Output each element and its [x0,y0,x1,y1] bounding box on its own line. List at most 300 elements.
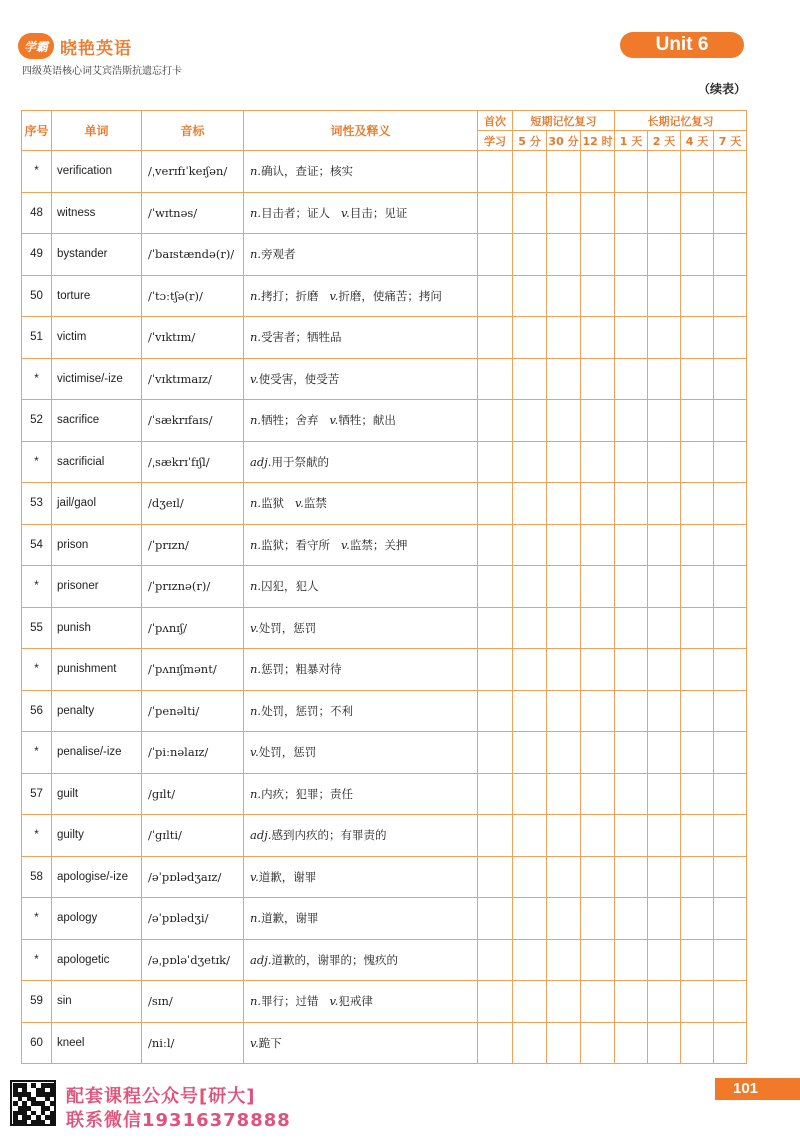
review-checkbox-cell [681,1022,714,1064]
review-checkbox-cell [478,649,513,691]
row-number: 53 [22,483,52,525]
definition-text: 内疚；犯罪；责任 [261,786,354,801]
review-checkbox-cell [513,524,547,566]
table-row [22,483,747,525]
review-checkbox-cell [714,732,747,774]
row-definition [244,358,478,400]
review-checkbox-cell [547,690,581,732]
definition-text: 目击；见证 [349,205,408,220]
review-checkbox-cell [581,317,615,359]
row-phonetic: /əˌpɒləˈdʒetɪk/ [142,939,244,981]
review-checkbox-cell [581,1022,615,1064]
row-phonetic: /ˈpenəlti/ [142,690,244,732]
header-short-col: 5 分 [513,131,547,151]
row-number: 55 [22,607,52,649]
row-word: witness [52,192,142,234]
review-checkbox-cell [547,441,581,483]
review-checkbox-cell [547,815,581,857]
review-checkbox-cell [648,524,681,566]
review-checkbox-cell [681,151,714,193]
review-checkbox-cell [581,939,615,981]
review-checkbox-cell [681,441,714,483]
definition-text: 使受害，使受苦 [258,371,340,386]
review-checkbox-cell [714,275,747,317]
table-row [22,898,747,940]
part-of-speech: adj. [250,952,272,967]
review-checkbox-cell [513,856,547,898]
review-checkbox-cell [681,981,714,1023]
row-definition [244,856,478,898]
review-checkbox-cell [478,1022,513,1064]
review-checkbox-cell [615,607,648,649]
review-checkbox-cell [648,773,681,815]
part-of-speech: n. [250,330,262,345]
review-checkbox-cell [648,732,681,774]
row-phonetic: /ˈvɪktɪmaɪz/ [142,358,244,400]
review-checkbox-cell [714,773,747,815]
row-definition [244,275,478,317]
review-checkbox-cell [581,358,615,400]
review-checkbox-cell [513,317,547,359]
row-word: apologise/-ize [52,856,142,898]
review-checkbox-cell [648,898,681,940]
part-of-speech: v. [295,496,304,511]
table-row [22,732,747,774]
row-number: 58 [22,856,52,898]
definition-text: 道歉的，谢罪的；愧疚的 [271,952,398,967]
part-of-speech: v. [329,994,339,1009]
header-long-term: 长期记忆复习 [615,111,747,131]
definition-text: 旁观者 [261,247,296,262]
row-word: apology [52,898,142,940]
part-of-speech: v. [250,1035,259,1050]
definition-text: 跪下 [258,1035,282,1050]
row-definition [244,234,478,276]
row-definition [244,524,478,566]
row-phonetic: /sɪn/ [142,981,244,1023]
review-checkbox-cell [581,649,615,691]
review-checkbox-cell [547,856,581,898]
review-checkbox-cell [648,566,681,608]
review-checkbox-cell [681,856,714,898]
row-phonetic: /ˈsækrɪfaɪs/ [142,400,244,442]
review-checkbox-cell [681,234,714,276]
qr-code [10,1080,56,1126]
review-checkbox-cell [615,773,648,815]
review-checkbox-cell [581,400,615,442]
table-row [22,939,747,981]
review-checkbox-cell [547,607,581,649]
row-phonetic: /əˈpɒlədʒi/ [142,898,244,940]
review-checkbox-cell [581,566,615,608]
row-definition [244,898,478,940]
row-definition [244,815,478,857]
row-word: prison [52,524,142,566]
header-definition: 词性及释义 [244,111,478,151]
review-checkbox-cell [681,566,714,608]
row-number: 57 [22,773,52,815]
review-checkbox-cell [615,441,648,483]
review-checkbox-cell [648,1022,681,1064]
review-checkbox-cell [581,732,615,774]
row-word: jail/gaol [52,483,142,525]
review-checkbox-cell [581,898,615,940]
review-checkbox-cell [615,649,648,691]
review-checkbox-cell [648,690,681,732]
table-row [22,649,747,691]
part-of-speech: n. [250,247,262,262]
review-checkbox-cell [681,192,714,234]
review-checkbox-cell [513,483,547,525]
review-checkbox-cell [648,192,681,234]
definition-text: 犯戒律 [338,994,373,1009]
row-definition [244,773,478,815]
part-of-speech: adj. [250,454,272,469]
row-number: 48 [22,192,52,234]
row-number: 50 [22,275,52,317]
definition-text: 处罚，惩罚 [258,745,317,760]
table-header-row-top [22,111,747,131]
header-word: 单词 [52,111,142,151]
review-checkbox-cell [581,815,615,857]
part-of-speech: v. [329,413,339,428]
review-checkbox-cell [714,649,747,691]
row-number: * [22,566,52,608]
review-checkbox-cell [478,773,513,815]
review-checkbox-cell [648,400,681,442]
row-definition [244,1022,478,1064]
part-of-speech: n. [250,537,262,552]
review-checkbox-cell [513,773,547,815]
header-first-top: 首次 [478,111,513,131]
review-checkbox-cell [615,317,648,359]
review-checkbox-cell [681,815,714,857]
review-checkbox-cell [615,192,648,234]
review-checkbox-cell [648,483,681,525]
review-checkbox-cell [478,483,513,525]
table-row [22,358,747,400]
review-checkbox-cell [681,649,714,691]
definition-text: 拷打；折磨 [261,288,319,303]
review-checkbox-cell [513,400,547,442]
review-checkbox-cell [681,524,714,566]
review-checkbox-cell [714,856,747,898]
review-checkbox-cell [681,400,714,442]
review-checkbox-cell [547,1022,581,1064]
review-checkbox-cell [681,483,714,525]
table-row [22,566,747,608]
row-definition [244,151,478,193]
review-checkbox-cell [714,483,747,525]
review-checkbox-cell [547,649,581,691]
row-definition [244,483,478,525]
row-definition [244,441,478,483]
row-number: 59 [22,981,52,1023]
definition-text: 处罚，惩罚；不利 [261,703,354,718]
review-checkbox-cell [615,234,648,276]
part-of-speech: n. [250,579,262,594]
table-row [22,441,747,483]
row-definition [244,192,478,234]
logo-mark: 学霸 [18,33,54,59]
review-checkbox-cell [615,898,648,940]
review-checkbox-cell [478,607,513,649]
row-phonetic: /ˈpʌnɪʃ/ [142,607,244,649]
row-phonetic: /ˈgɪlti/ [142,815,244,857]
review-checkbox-cell [581,524,615,566]
review-checkbox-cell [615,358,648,400]
review-checkbox-cell [478,690,513,732]
row-word: punishment [52,649,142,691]
definition-text: 处罚，惩罚 [258,620,317,635]
review-checkbox-cell [513,981,547,1023]
review-checkbox-cell [681,939,714,981]
review-checkbox-cell [478,441,513,483]
part-of-speech: v. [250,620,259,635]
review-checkbox-cell [681,773,714,815]
definition-text: 牺牲；舍弃 [261,413,319,428]
definition-text: 惩罚；粗暴对待 [261,662,342,677]
row-definition [244,317,478,359]
header-short-col: 30 分 [547,131,581,151]
row-number: * [22,939,52,981]
review-checkbox-cell [615,732,648,774]
definition-text: 监禁 [303,496,327,511]
definition-text: 道歉，谢罪 [261,911,319,926]
review-checkbox-cell [513,358,547,400]
row-number: 54 [22,524,52,566]
review-checkbox-cell [547,234,581,276]
review-checkbox-cell [513,1022,547,1064]
definition-text: 感到内疚的；有罪责的 [271,828,387,843]
row-definition [244,649,478,691]
part-of-speech: v. [250,869,259,884]
row-number: * [22,815,52,857]
table-row [22,815,747,857]
part-of-speech: adj. [250,828,272,843]
review-checkbox-cell [714,151,747,193]
row-number: * [22,358,52,400]
definition-text: 罪行；过错 [261,994,319,1009]
review-checkbox-cell [547,192,581,234]
part-of-speech: v. [341,205,350,220]
part-of-speech: n. [250,164,262,179]
part-of-speech: n. [250,413,262,428]
review-checkbox-cell [478,192,513,234]
header-first-bottom: 学习 [478,131,513,151]
review-checkbox-cell [714,981,747,1023]
row-word: punish [52,607,142,649]
header-phonetic: 音标 [142,111,244,151]
review-checkbox-cell [581,607,615,649]
part-of-speech: v. [329,288,339,303]
row-number: * [22,649,52,691]
table-row [22,1022,747,1064]
review-checkbox-cell [615,856,648,898]
part-of-speech: v. [341,537,350,552]
table-row [22,607,747,649]
review-checkbox-cell [513,649,547,691]
page-number: 101 [733,1080,759,1097]
review-checkbox-cell [615,524,648,566]
review-checkbox-cell [681,358,714,400]
row-phonetic: /ˈpiːnəlaɪz/ [142,732,244,774]
row-word: verification [52,151,142,193]
row-number: 52 [22,400,52,442]
review-checkbox-cell [478,234,513,276]
row-word: guilty [52,815,142,857]
review-checkbox-cell [547,773,581,815]
review-checkbox-cell [615,690,648,732]
review-checkbox-cell [615,981,648,1023]
review-checkbox-cell [648,275,681,317]
review-checkbox-cell [478,981,513,1023]
review-checkbox-cell [714,317,747,359]
definition-text: 牺牲；献出 [338,413,396,428]
review-checkbox-cell [513,815,547,857]
review-checkbox-cell [681,898,714,940]
table-row [22,981,747,1023]
row-word: penalise/-ize [52,732,142,774]
table-row [22,856,747,898]
book-subtitle: 四级英语核心词艾宾浩斯抗遗忘打卡 [22,66,182,77]
row-phonetic: /ˌsækrɪˈfɪʃl/ [142,441,244,483]
review-checkbox-cell [478,524,513,566]
review-checkbox-cell [478,151,513,193]
review-checkbox-cell [547,732,581,774]
review-checkbox-cell [547,275,581,317]
review-checkbox-cell [581,151,615,193]
review-checkbox-cell [581,856,615,898]
review-checkbox-cell [714,939,747,981]
review-checkbox-cell [547,898,581,940]
review-checkbox-cell [681,607,714,649]
review-checkbox-cell [615,939,648,981]
row-phonetic: /dʒeɪl/ [142,483,244,525]
row-definition [244,981,478,1023]
header-long-col: 4 天 [681,131,714,151]
review-checkbox-cell [513,192,547,234]
table-body [22,151,747,1064]
row-number: * [22,441,52,483]
row-definition [244,690,478,732]
row-phonetic: /ˈbaɪstændə(r)/ [142,234,244,276]
review-checkbox-cell [714,815,747,857]
definition-text: 道歉，谢罪 [258,869,317,884]
review-checkbox-cell [714,607,747,649]
table-row [22,317,747,359]
review-checkbox-cell [478,732,513,774]
table-row [22,151,747,193]
review-checkbox-cell [681,732,714,774]
row-definition [244,400,478,442]
review-checkbox-cell [648,317,681,359]
brand-logo [18,33,132,59]
review-checkbox-cell [714,898,747,940]
review-checkbox-cell [648,151,681,193]
part-of-speech: n. [250,288,262,303]
definition-text: 受害者；牺牲品 [261,330,342,345]
row-word: victim [52,317,142,359]
review-checkbox-cell [478,898,513,940]
review-checkbox-cell [714,400,747,442]
definition-text: 囚犯，犯人 [261,579,319,594]
row-number: 56 [22,690,52,732]
review-checkbox-cell [513,441,547,483]
vocabulary-table [21,110,747,1064]
review-checkbox-cell [615,275,648,317]
row-number: 51 [22,317,52,359]
table-row [22,400,747,442]
review-checkbox-cell [513,275,547,317]
review-checkbox-cell [714,234,747,276]
review-checkbox-cell [714,690,747,732]
review-checkbox-cell [513,939,547,981]
row-phonetic: /ˈwɪtnəs/ [142,192,244,234]
review-checkbox-cell [513,732,547,774]
review-checkbox-cell [615,566,648,608]
part-of-speech: v. [250,371,259,386]
review-checkbox-cell [581,192,615,234]
review-checkbox-cell [615,151,648,193]
review-checkbox-cell [648,981,681,1023]
review-checkbox-cell [478,400,513,442]
table-row [22,690,747,732]
review-checkbox-cell [547,566,581,608]
review-checkbox-cell [513,607,547,649]
part-of-speech: n. [250,496,262,511]
row-phonetic: /əˈpɒlədʒaɪz/ [142,856,244,898]
review-checkbox-cell [547,400,581,442]
part-of-speech: n. [250,662,262,677]
review-checkbox-cell [648,441,681,483]
row-phonetic: /ˈprɪznə(r)/ [142,566,244,608]
definition-text: 确认，查证；核实 [261,164,354,179]
header-long-col: 1 天 [615,131,648,151]
review-checkbox-cell [714,358,747,400]
review-checkbox-cell [615,1022,648,1064]
row-number: * [22,732,52,774]
part-of-speech: n. [250,786,262,801]
review-checkbox-cell [581,441,615,483]
review-checkbox-cell [648,939,681,981]
review-checkbox-cell [547,317,581,359]
row-definition [244,566,478,608]
review-checkbox-cell [714,192,747,234]
header-num: 序号 [22,111,52,151]
part-of-speech: v. [250,745,259,760]
row-phonetic: /ˈvɪktɪm/ [142,317,244,359]
row-word: apologetic [52,939,142,981]
row-phonetic: /niːl/ [142,1022,244,1064]
review-checkbox-cell [513,566,547,608]
definition-text: 折磨，使痛苦；拷问 [338,288,442,303]
row-word: prisoner [52,566,142,608]
table-row [22,234,747,276]
review-checkbox-cell [615,400,648,442]
table-row [22,524,747,566]
review-checkbox-cell [478,939,513,981]
review-checkbox-cell [681,690,714,732]
review-checkbox-cell [714,524,747,566]
definition-text: 用于祭献的 [271,454,329,469]
review-checkbox-cell [478,566,513,608]
review-checkbox-cell [547,524,581,566]
review-checkbox-cell [581,234,615,276]
row-definition [244,607,478,649]
review-checkbox-cell [478,358,513,400]
definition-text: 监狱；看守所 [261,537,331,552]
